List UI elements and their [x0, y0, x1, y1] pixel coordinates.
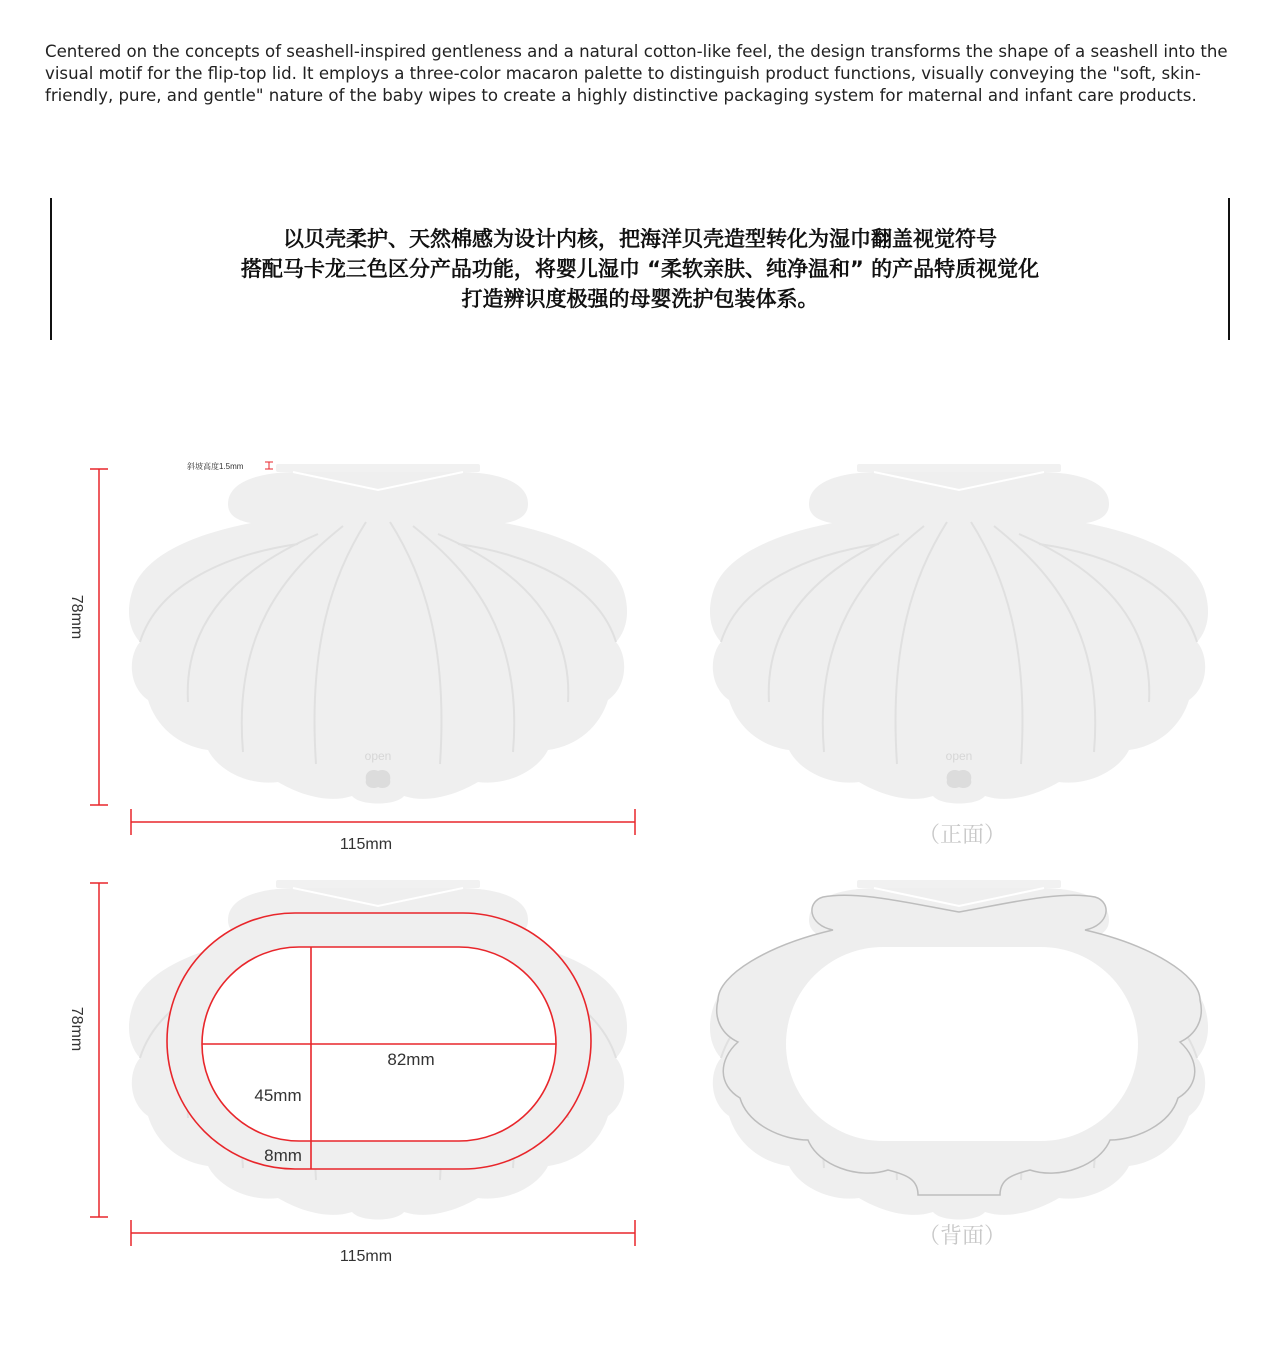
height-dimension-label: 78mm: [68, 594, 85, 640]
back-opening: [786, 947, 1138, 1141]
front-caption: （正面）: [917, 823, 1007, 848]
back-caption: （背面）: [917, 1224, 1007, 1249]
back-height-dimension-line: [90, 883, 108, 1217]
chinese-line-2: 搭配马卡龙三色区分产品功能，将婴儿湿巾 “柔软亲肤、纯净温和” 的产品特质视觉化: [240, 257, 1040, 281]
back-height-dimension-label: 78mm: [68, 1006, 85, 1052]
intro-english-paragraph: Centered on the concepts of seashell-inspired gentleness and a natural cotton-like feel, the design transforms the shape of a seashell into the visual motif for the flip-top lid. It employs a three-color macaron palette to distinguish product functions, visually conveying the "soft, skin-friendly, pure, and gentle" nature of the baby wipes to create a highly distinctive packaging system for maternal and infant care products.: [45, 42, 1228, 105]
shell-logo-icon: [366, 770, 391, 788]
open-label-plain: open: [945, 749, 973, 763]
shell-logo-icon: [947, 770, 972, 788]
opening-height-label: 45mm: [254, 1086, 302, 1105]
opening-width-label: 82mm: [387, 1050, 435, 1069]
open-label: open: [364, 749, 392, 763]
width-dimension-label: 115mm: [339, 836, 393, 853]
front-view-dimensioned: [68, 461, 635, 853]
width-dimension-line: [131, 809, 635, 835]
height-dimension-line: [90, 469, 108, 805]
slope-height-marker: [265, 462, 273, 469]
chinese-line-1: 以贝壳柔护、天然棉感为设计内核，把海洋贝壳造型转化为湿巾翻盖视觉符号: [283, 227, 997, 251]
rim-width-label: 8mm: [264, 1146, 302, 1165]
hinge-tab: [332, 1185, 424, 1207]
back-width-dimension-label: 115mm: [339, 1248, 393, 1265]
slope-height-note: 斜坡高度1.5mm: [187, 462, 244, 471]
front-view: [710, 464, 1208, 848]
back-view: [710, 880, 1208, 1249]
chinese-line-3: 打造辨识度极强的母婴洗护包装体系。: [461, 287, 819, 311]
back-width-dimension-line: [131, 1220, 635, 1246]
